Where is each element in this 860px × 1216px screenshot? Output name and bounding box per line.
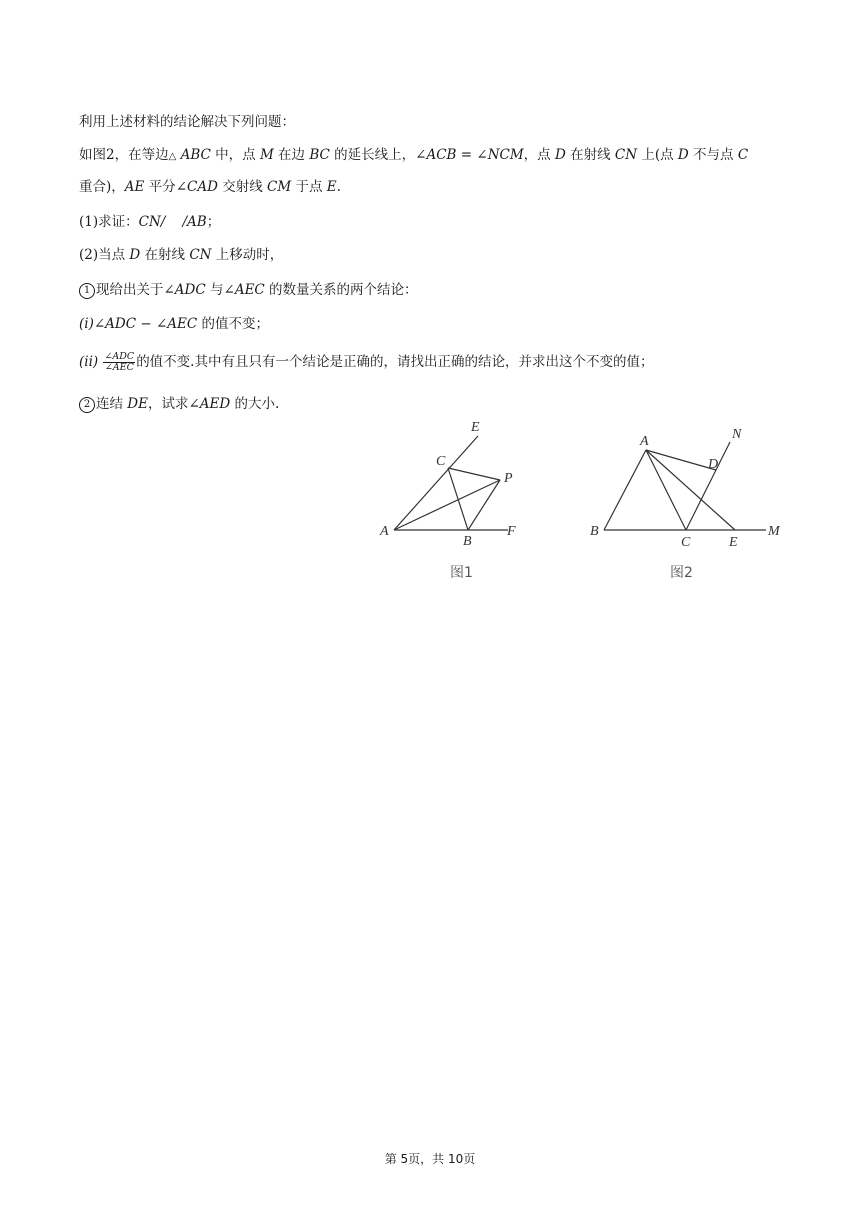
conclusion-i: (i)∠ADC − ∠AEC 的值不变； — [79, 316, 270, 332]
line-AC — [646, 450, 686, 530]
line-CN — [686, 442, 730, 530]
circled-number-1: 1 — [79, 283, 95, 299]
line-AE — [394, 436, 478, 530]
question-1: (1)求证：CN/ /AB； — [79, 214, 221, 230]
line-AB — [604, 450, 646, 530]
intro-text: 利用上述材料的结论解决下列问题： — [79, 114, 295, 130]
label-N: N — [732, 427, 742, 442]
fraction: $\frac{\text{∠ADC}}{\text{∠AEC}}$ — [104, 351, 135, 373]
line-CP — [448, 468, 500, 480]
label-A: A — [640, 434, 649, 449]
conclusion-ii: (ii) $\frac{\text{∠ADC}}{\text{∠AEC}}$ 的值不变.其中有且只有一个结论是正确的，请找出正确的结论，并求出这个不变的值； — [79, 351, 654, 373]
label-P: P — [504, 471, 513, 486]
figure-1 — [370, 412, 530, 587]
figure-1-caption: 图1 — [450, 565, 473, 581]
label-A: A — [380, 524, 389, 539]
label-D: D — [708, 457, 719, 472]
line-AE — [646, 450, 735, 530]
label-M: M — [768, 524, 780, 539]
problem-line-1: 如图2，在等边△ ABC 中，点 M 在边 BC 的延长线上，∠ACB = ∠NCM，点 D 在射线 CN 上(点 D 不与点 C — [79, 147, 749, 163]
label-C: C — [436, 454, 446, 469]
question-2-part-2: 2 连结 DE，试求∠AED 的大小. — [79, 394, 279, 414]
label-E: E — [729, 535, 738, 550]
label-F: F — [507, 524, 516, 539]
label-B: B — [463, 534, 472, 549]
page-footer: 第 5页，共 10页 — [384, 1152, 476, 1166]
line-CB — [448, 468, 468, 530]
question-2-part-1: 1 现给出关于∠ADC 与∠AEC 的数量关系的两个结论： — [79, 280, 418, 300]
figure-2 — [580, 412, 790, 587]
label-B: B — [590, 524, 599, 539]
figure-2-caption: 图2 — [670, 565, 693, 581]
figure-2-diagram — [580, 412, 790, 587]
question-2: (2)当点 D 在射线 CN 上移动时， — [79, 247, 284, 263]
circled-number-2: 2 — [79, 397, 95, 413]
label-E: E — [471, 420, 480, 435]
problem-line-2: 重合)，AE 平分∠CAD 交射线 CM 于点 E. — [79, 179, 341, 195]
figure-1-diagram — [370, 412, 530, 587]
label-C: C — [681, 535, 691, 550]
